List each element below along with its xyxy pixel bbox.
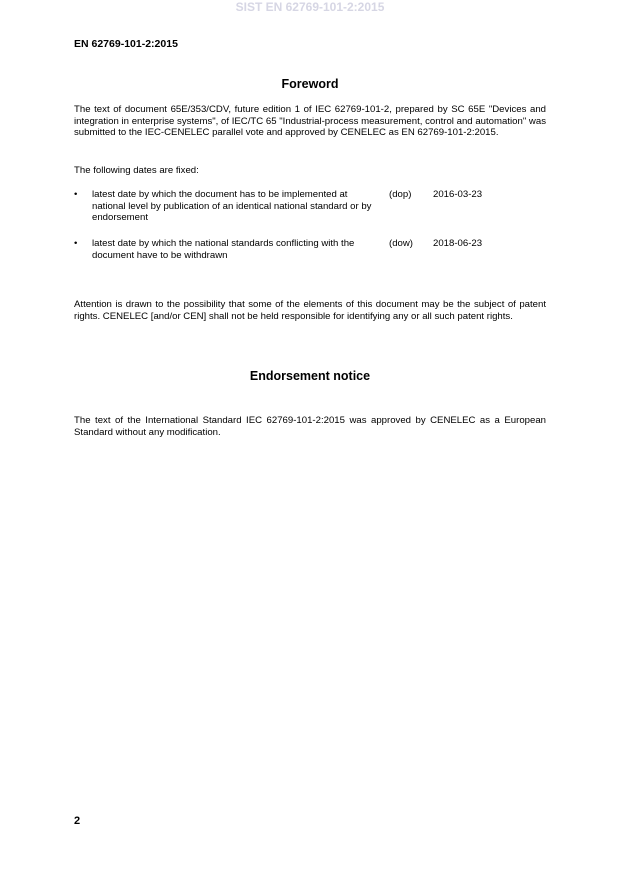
bullet-icon: • xyxy=(74,189,78,200)
patent-attention-paragraph: Attention is drawn to the possibility that some of the elements of this document may be the subject of patent rights. CENELEC [and/or CEN] shall not be held responsible for identifying any or all such patent rights. xyxy=(74,299,546,322)
watermark-text: SIST EN 62769-101-2:2015 xyxy=(235,0,385,14)
bullet-icon: • xyxy=(74,238,78,249)
date-item-code: (dow) xyxy=(389,238,413,249)
foreword-intro-paragraph: The text of document 65E/353/CDV, future edition 1 of IEC 62769-101-2, prepared by SC 65E "Devices and integration in enterprise systems", of IEC/TC 65 "Industrial-process measurement, control and automation" was submitted to the IEC-CENELEC parallel vote and approved by CENELEC as EN 62769-101-2:2015. xyxy=(74,104,546,138)
page-number: 2 xyxy=(74,815,81,827)
foreword-heading: Foreword xyxy=(281,77,339,91)
document-identifier: EN 62769-101-2:2015 xyxy=(74,38,178,50)
date-item-description: latest date by which the national standards conflicting with the document have to be withdrawn xyxy=(92,238,355,261)
date-item-code: (dop) xyxy=(389,189,412,200)
date-item-description: latest date by which the document has to be implemented at national level by publication of an identical national standard or by endorsement xyxy=(92,189,372,223)
date-item-date: 2018-06-23 xyxy=(433,238,483,249)
endorsement-heading: Endorsement notice xyxy=(249,369,371,383)
endorsement-paragraph: The text of the International Standard IEC 62769-101-2:2015 was approved by CENELEC as a European Standard without any modification. xyxy=(74,415,546,438)
date-item-date: 2016-03-23 xyxy=(433,189,483,200)
dates-intro-paragraph: The following dates are fixed: xyxy=(74,165,199,176)
